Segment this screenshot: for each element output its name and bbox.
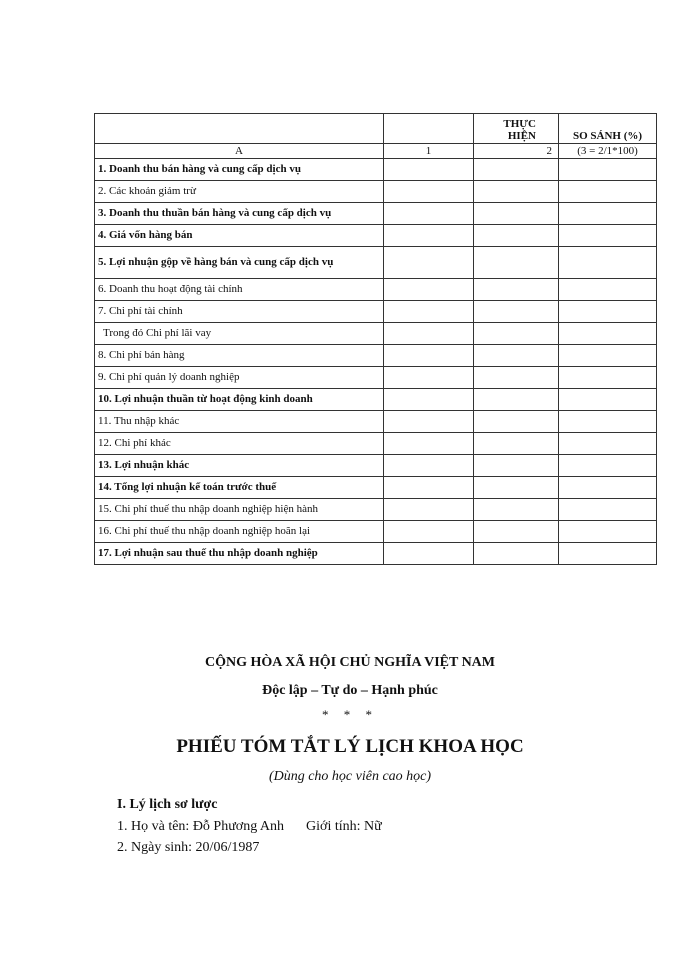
- plan-cell: [384, 301, 474, 323]
- table-subheader-row: [95, 144, 657, 159]
- compare-cell: [559, 203, 657, 225]
- table-row: [95, 323, 657, 345]
- table-row: [95, 367, 657, 389]
- row-label: 6. Doanh thu hoạt động tài chính: [95, 279, 384, 301]
- plan-cell: [384, 181, 474, 203]
- row-label: 5. Lợi nhuận gộp về hàng bán và cung cấp dịch vụ: [95, 247, 384, 279]
- profile-name-line: [117, 819, 382, 835]
- plan-cell: [384, 323, 474, 345]
- row-label: 14. Tổng lợi nhuận kế toán trước thuế: [95, 477, 384, 499]
- table-row: [95, 181, 657, 203]
- subheader-col-a: A: [95, 144, 384, 159]
- actual-cell: [474, 389, 559, 411]
- actual-cell: [474, 301, 559, 323]
- row-label: 15. Chi phí thuế thu nhập doanh nghiệp hiện hành: [95, 499, 384, 521]
- actual-cell: [474, 521, 559, 543]
- compare-cell: [559, 433, 657, 455]
- actual-cell: [474, 543, 559, 565]
- motto-heading: Độc lập – Tự do – Hạnh phúc: [262, 683, 438, 698]
- actual-cell: [474, 225, 559, 247]
- header-actual-line2: HIỆN: [507, 130, 536, 142]
- document-subtitle: (Dùng cho học viên cao học): [268, 769, 432, 784]
- row-label: 4. Giá vốn hàng bán: [95, 225, 384, 247]
- profile-gender: Giới tính: Nữ: [306, 819, 382, 834]
- actual-cell: [474, 345, 559, 367]
- row-label: 12. Chi phí khác: [95, 433, 384, 455]
- compare-cell: [559, 389, 657, 411]
- compare-cell: [559, 279, 657, 301]
- header-cell-actual: [474, 114, 559, 144]
- compare-cell: [559, 455, 657, 477]
- stars-divider: * * *: [322, 707, 378, 722]
- compare-cell: [559, 411, 657, 433]
- compare-cell: [559, 181, 657, 203]
- actual-cell: [474, 455, 559, 477]
- financial-report-table: [94, 113, 657, 565]
- actual-cell: [474, 477, 559, 499]
- table-row: [95, 521, 657, 543]
- plan-cell: [384, 247, 474, 279]
- actual-cell: [474, 499, 559, 521]
- row-label: 8. Chi phí bán hàng: [95, 345, 384, 367]
- actual-cell: [474, 323, 559, 345]
- row-label: Trong đó Chi phí lãi vay: [95, 323, 384, 345]
- row-label: 16. Chi phí thuế thu nhập doanh nghiệp hoãn lại: [95, 521, 384, 543]
- compare-cell: [559, 225, 657, 247]
- table-row: [95, 279, 657, 301]
- row-label: 13. Lợi nhuận khác: [95, 455, 384, 477]
- table-row: [95, 477, 657, 499]
- document-title: PHIẾU TÓM TẮT LÝ LỊCH KHOA HỌC: [176, 736, 524, 757]
- row-label: 10. Lợi nhuận thuần từ hoạt động kinh doanh: [95, 389, 384, 411]
- row-label: 11. Thu nhập khác: [95, 411, 384, 433]
- compare-cell: [559, 521, 657, 543]
- table-row: [95, 411, 657, 433]
- row-label: 17. Lợi nhuận sau thuế thu nhập doanh nghiệp: [95, 543, 384, 565]
- subheader-col-1: 1: [384, 144, 474, 159]
- table-row: [95, 203, 657, 225]
- table-row: [95, 247, 657, 279]
- compare-cell: [559, 247, 657, 279]
- compare-cell: [559, 323, 657, 345]
- header-cell-plan: [384, 114, 474, 144]
- compare-cell: [559, 301, 657, 323]
- plan-cell: [384, 499, 474, 521]
- plan-cell: [384, 225, 474, 247]
- row-label: 3. Doanh thu thuần bán hàng và cung cấp dịch vụ: [95, 203, 384, 225]
- row-label: 1. Doanh thu bán hàng và cung cấp dịch vụ: [95, 159, 384, 181]
- plan-cell: [384, 159, 474, 181]
- country-heading: CỘNG HÒA XÃ HỘI CHỦ NGHĨA VIỆT NAM: [204, 655, 495, 670]
- subheader-col-3: (3 = 2/1*100): [559, 144, 657, 159]
- plan-cell: [384, 455, 474, 477]
- header-cell-indicator: [95, 114, 384, 144]
- compare-cell: [559, 543, 657, 565]
- actual-cell: [474, 433, 559, 455]
- table-row: [95, 345, 657, 367]
- profile-name: 1. Họ và tên: Đỗ Phương Anh: [117, 819, 285, 834]
- actual-cell: [474, 247, 559, 279]
- plan-cell: [384, 345, 474, 367]
- plan-cell: [384, 389, 474, 411]
- row-label: 2. Các khoản giảm trừ: [95, 181, 384, 203]
- profile-section-heading: I. Lý lịch sơ lược: [117, 797, 218, 812]
- plan-cell: [384, 279, 474, 301]
- compare-cell: [559, 345, 657, 367]
- compare-cell: [559, 159, 657, 181]
- plan-cell: [384, 411, 474, 433]
- plan-cell: [384, 433, 474, 455]
- actual-cell: [474, 159, 559, 181]
- compare-cell: [559, 367, 657, 389]
- header-actual-line1: THỰC: [503, 118, 536, 130]
- row-label: 7. Chi phí tài chính: [95, 301, 384, 323]
- table-row: [95, 301, 657, 323]
- row-label: 9. Chi phí quản lý doanh nghiệp: [95, 367, 384, 389]
- header-cell-compare: SO SÁNH (%): [559, 114, 657, 144]
- plan-cell: [384, 203, 474, 225]
- compare-cell: [559, 499, 657, 521]
- actual-cell: [474, 367, 559, 389]
- table-row: [95, 433, 657, 455]
- table-row: [95, 159, 657, 181]
- plan-cell: [384, 367, 474, 389]
- table-header-row: [95, 114, 657, 144]
- plan-cell: [384, 521, 474, 543]
- table-row: [95, 389, 657, 411]
- actual-cell: [474, 181, 559, 203]
- actual-cell: [474, 411, 559, 433]
- plan-cell: [384, 477, 474, 499]
- actual-cell: [474, 203, 559, 225]
- actual-cell: [474, 279, 559, 301]
- plan-cell: [384, 543, 474, 565]
- table-row: [95, 543, 657, 565]
- profile-dob-line: 2. Ngày sinh: 20/06/1987: [117, 840, 260, 855]
- table-row: [95, 499, 657, 521]
- table-row: [95, 225, 657, 247]
- compare-cell: [559, 477, 657, 499]
- table-row: [95, 455, 657, 477]
- subheader-col-2: 2: [474, 144, 559, 159]
